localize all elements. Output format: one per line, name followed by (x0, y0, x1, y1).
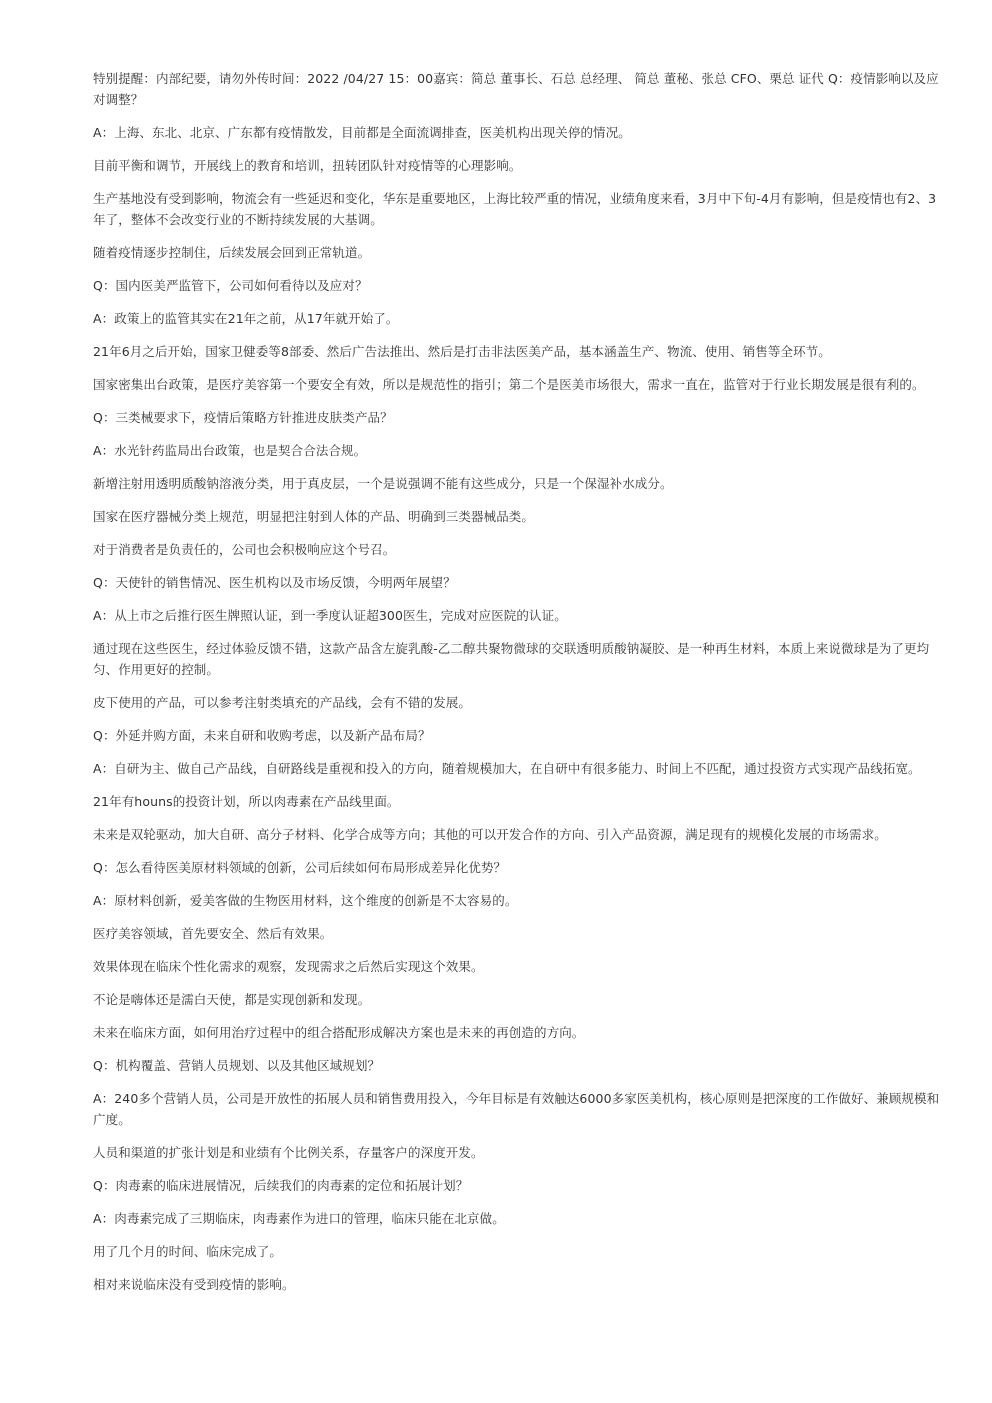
document-body (93, 68, 943, 1307)
question: Q：国内医美严监管下，公司如何看待以及应对？ (93, 278, 368, 293)
question: Q：机构覆盖、营销人员规划、以及其他区域规划？ (93, 1058, 381, 1073)
paragraph: A：政策上的监管其实在21年之前，从17年就开始了。 (93, 311, 399, 326)
paragraph: A：上海、东北、北京、广东都有疫情散发，目前都是全面流调排查，医美机构出现关停的情况。 (93, 125, 631, 140)
question: Q：三类械要求下，疫情后策略方针推进皮肤类产品？ (93, 410, 393, 425)
paragraph: 国家密集出台政策，是医疗美容第一个要安全有效，所以是规范性的指引；第二个是医美市场很大，需求一直在，监管对于行业长期发展是很有利的。 (93, 377, 925, 392)
paragraph: 随着疫情逐步控制住，后续发展会回到正常轨道。 (93, 245, 371, 260)
question: Q：外延并购方面，未来自研和收购考虑，以及新产品布局？ (93, 728, 431, 743)
paragraph: A：肉毒素完成了三期临床，肉毒素作为进口的管理，临床只能在北京做。 (93, 1211, 505, 1226)
paragraph: A：自研为主、做自己产品线，自研路线是重视和投入的方向，随着规模加大，在自研中有很多能力、时间上不匹配，通过投资方式实现产品线拓宽。 (93, 761, 921, 776)
question: Q：天使针的销售情况、医生机构以及市场反馈，今明两年展望？ (93, 575, 456, 590)
paragraph: 新增注射用透明质酸钠溶液分类，用于真皮层，一个是说强调不能有这些成分，只是一个保湿补水成分。 (93, 476, 673, 491)
paragraph: 对于消费者是负责任的，公司也会积极响应这个号召。 (93, 542, 396, 557)
paragraph: 国家在医疗器械分类上规范，明显把注射到人体的产品、明确到三类器械品类。 (93, 509, 535, 524)
paragraph: A：240多个营销人员，公司是开放性的拓展人员和销售费用投入，今年目标是有效触达6000多家医美机构，核心原则是把深度的工作做好、兼顾规模和广度。 (93, 1091, 940, 1127)
paragraph: A：从上市之后推行医生牌照认证，到一季度认证超300医生，完成对应医院的认证。 (93, 608, 567, 623)
paragraph: 未来是双轮驱动，加大自研、高分子材料、化学合成等方向；其他的可以开发合作的方向、引入产品资源，满足现有的规模化发展的市场需求。 (93, 827, 887, 842)
paragraph: 通过现在这些医生，经过体验反馈不错，这款产品含左旋乳酸-乙二醇共聚物微球的交联透明质酸钠凝胶、是一种再生材料，本质上来说微球是为了更均匀、作用更好的控制。 (93, 641, 930, 677)
paragraph: 人员和渠道的扩张计划是和业绩有个比例关系，存量客户的深度开发。 (93, 1145, 484, 1160)
paragraph: 效果体现在临床个性化需求的观察，发现需求之后然后实现这个效果。 (93, 959, 484, 974)
paragraph: 医疗美容领域，首先要安全、然后有效果。 (93, 926, 333, 941)
paragraph: A：原材料创新，爱美客做的生物医用材料，这个维度的创新是不太容易的。 (93, 893, 518, 908)
paragraph: 未来在临床方面，如何用治疗过程中的组合搭配形成解决方案也是未来的再创造的方向。 (93, 1025, 585, 1040)
paragraph: 皮下使用的产品，可以参考注射类填充的产品线，会有不错的发展。 (93, 695, 472, 710)
paragraph: 生产基地没有受到影响，物流会有一些延迟和变化，华东是重要地区，上海比较严重的情况，业绩角度来看，3月中下旬-4月有影响，但是疫情也有2、3年了，整体不会改变行业的不断持续发展的大基调。 (93, 191, 937, 227)
paragraph: A：水光针药监局出台政策，也是契合合法合规。 (93, 443, 367, 458)
paragraph: 相对来说临床没有受到疫情的影响。 (93, 1277, 295, 1292)
paragraph: 21年6月之后开始，国家卫健委等8部委、然后广告法推出、然后是打击非法医美产品，基本涵盖生产、物流、使用、销售等全环节。 (93, 344, 831, 359)
question: Q：怎么看待医美原材料领域的创新，公司后续如何布局形成差异化优势？ (93, 860, 507, 875)
question: Q：肉毒素的临床进展情况，后续我们的肉毒素的定位和拓展计划？ (93, 1178, 469, 1193)
paragraph-header: 特别提醒：内部纪要，请勿外传时间：2022 /04/27 15：00嘉宾：简总 董事长、石总 总经理、 简总 董秘、张总 CFO、栗总 证代 Q：疫情影响以及应对调整？ (93, 71, 939, 107)
paragraph: 21年有houns的投资计划，所以肉毒素在产品线里面。 (93, 794, 400, 809)
paragraph: 目前平衡和调节，开展线上的教育和培训，扭转团队针对疫情等的心理影响。 (93, 158, 522, 173)
paragraph: 用了几个月的时间、临床完成了。 (93, 1244, 283, 1259)
paragraph: 不论是嗨体还是濡白天使，都是实现创新和发现。 (93, 992, 371, 1007)
